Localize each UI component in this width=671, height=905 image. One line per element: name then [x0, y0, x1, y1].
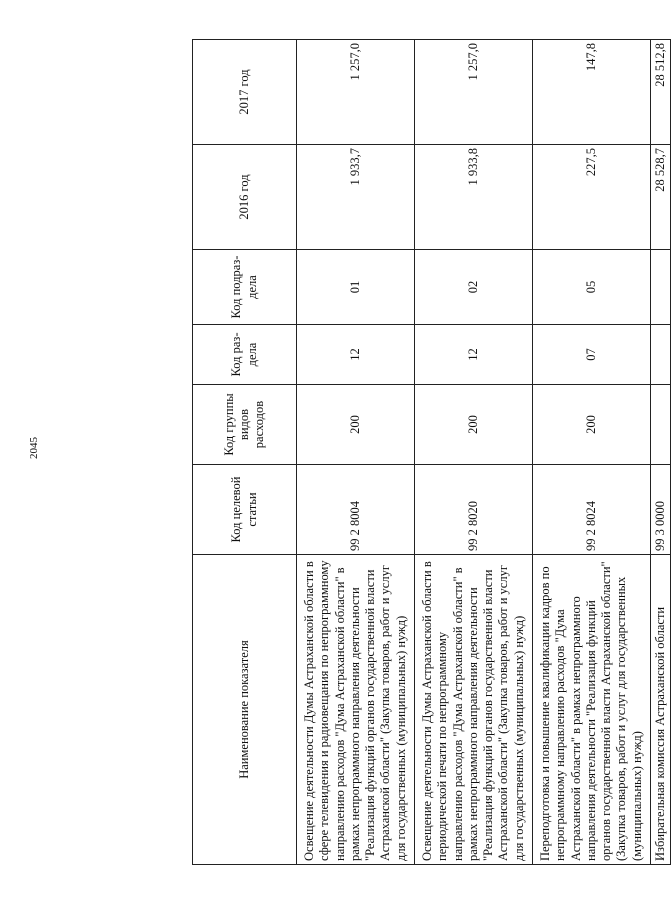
row-name: Освещение деятельности Думы Астраханской области в периодической печати по непрограммному направлению расходов "Дума Астраханской области" в рамках непрограммного направления деятельности "Реализация функций органов государственной власти Астраханской области" (Закупка товаров, работ и услуг для государственных (муниципальных) нужд) [415, 555, 533, 865]
row-expense-group-code: 200 [297, 385, 415, 465]
row-value-2016: 227,5 [533, 145, 651, 250]
header-year-2017: 2017 год [193, 40, 297, 145]
row-subsection-code [651, 250, 671, 325]
header-target-code: Код целевой статьи [193, 465, 297, 555]
table-row [651, 40, 671, 865]
row-name: Освещение деятельности Думы Астраханской области в сфере телевидения и радиовещания по непрограммному направлению расходов "Дума Астраханской области" в рамках непрограммного направления деятельности "Реализация функций органов государственной власти Астраханской области" (Закупка товаров, работ и услуг для государственных (муниципальных) нужд) [297, 555, 415, 865]
row-subsection-code: 02 [415, 250, 533, 325]
header-subsection-code: Код подраз- дела [193, 250, 297, 325]
row-expense-group-code [651, 385, 671, 465]
row-section-code: 07 [533, 325, 651, 385]
row-name: Переподготовка и повышение квалификации кадров по непрограммному направлению расходов "Дума Астраханской области" в рамках непрограммного направления деятельности "Реализация функций органов государственной власти Астраханской области" (Закупка товаров, работ и услуг для государственных (муниципальных) нужд) [533, 555, 651, 865]
row-target-code: 99 2 8024 [533, 465, 651, 555]
budget-table [192, 39, 671, 865]
table-row [533, 40, 651, 865]
row-expense-group-code: 200 [415, 385, 533, 465]
row-value-2017: 28 512,8 [651, 40, 671, 145]
header-expense-group-code: Код группы видов расходов [193, 385, 297, 465]
row-name: Избирательная комиссия Астраханской области [651, 555, 671, 865]
rotated-table-wrapper [192, 40, 667, 865]
row-expense-group-code: 200 [533, 385, 651, 465]
page-number: 2045 [28, 437, 40, 459]
row-subsection-code: 01 [297, 250, 415, 325]
header-name: Наименование показателя [193, 555, 297, 865]
row-value-2017: 1 257,0 [415, 40, 533, 145]
table-header-row [193, 40, 297, 865]
row-value-2017: 1 257,0 [297, 40, 415, 145]
header-year-2016: 2016 год [193, 145, 297, 250]
row-section-code: 12 [297, 325, 415, 385]
table-row [297, 40, 415, 865]
row-value-2016: 28 528,7 [651, 145, 671, 250]
row-target-code: 99 3 0000 [651, 465, 671, 555]
row-section-code: 12 [415, 325, 533, 385]
row-value-2016: 1 933,8 [415, 145, 533, 250]
row-value-2017: 147,8 [533, 40, 651, 145]
row-section-code [651, 325, 671, 385]
row-value-2016: 1 933,7 [297, 145, 415, 250]
row-subsection-code: 05 [533, 250, 651, 325]
row-target-code: 99 2 8004 [297, 465, 415, 555]
row-target-code: 99 2 8020 [415, 465, 533, 555]
table-row [415, 40, 533, 865]
header-section-code: Код раз- дела [193, 325, 297, 385]
